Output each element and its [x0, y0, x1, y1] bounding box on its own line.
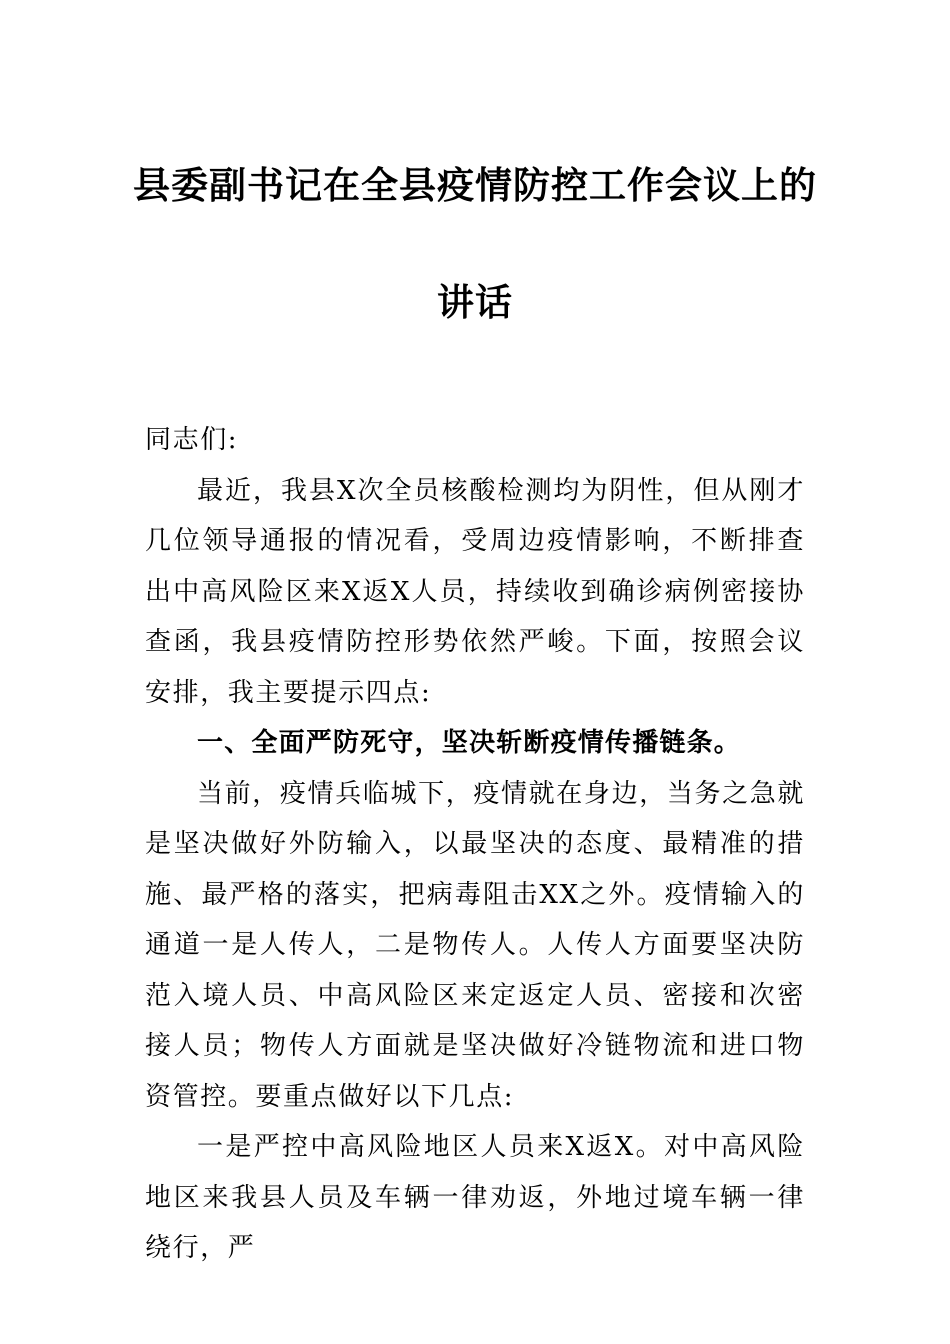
section-heading-1: 一、全面严防死守，坚决斩断疫情传播链条。	[197, 728, 742, 758]
paragraph-point-1: 一是严控中高风险地区人员来X返X。对中高风险地区来我县人员及车辆一律劝返，外地过境车辆一律绕行，严	[145, 1132, 805, 1263]
salutation: 同志们:	[145, 425, 239, 455]
document-title-line-1: 县委副书记在全县疫情防控工作会议上的	[133, 163, 817, 207]
document-body	[145, 415, 805, 1274]
paragraph-intro: 最近，我县X次全员核酸检测均为阴性，但从刚才几位领导通报的情况看，受周边疫情影响，不断排查出中高风险区来X返X人员，持续收到确诊病例密接协查函，我县疫情防控形势依然严峻。下面，按照会议安排，我主要提示四点:	[145, 475, 805, 708]
paragraph-section-1: 当前，疫情兵临城下，疫情就在身边，当务之急就是坚决做好外防输入，以最坚决的态度、最精准的措施、最严格的落实，把病毒阻击XX之外。疫情输入的通道一是人传人，二是物传人。人传人方面要坚决防范入境人员、中高风险区来定返定人员、密接和次密接人员；物传人方面就是坚决做好冷链物流和进口物资管控。要重点做好以下几点:	[145, 778, 805, 1112]
document-title-line-2: 讲话	[437, 280, 513, 324]
